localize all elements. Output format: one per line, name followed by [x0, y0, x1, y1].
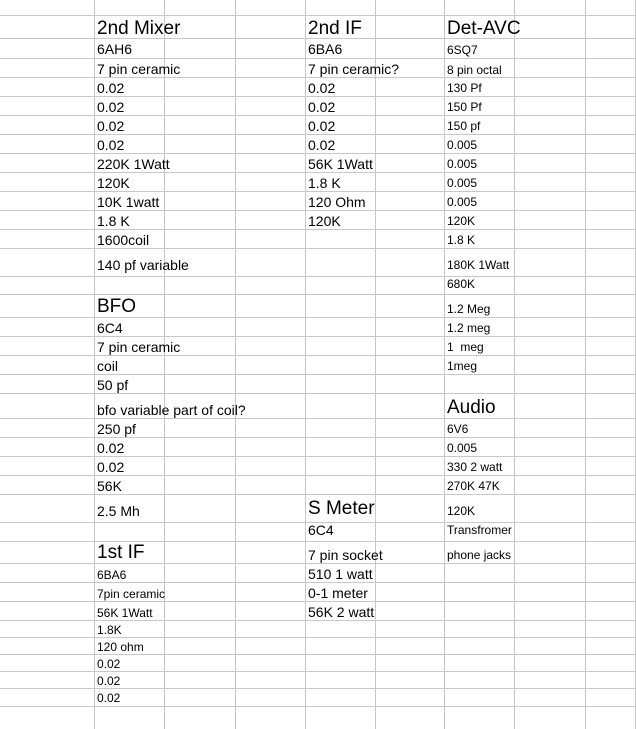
bfo-item[interactable]: 0.02: [97, 459, 125, 475]
audio-item[interactable]: 330 2 watt: [447, 460, 503, 474]
second-if-item[interactable]: 6BA6: [308, 41, 343, 57]
header-det-avc[interactable]: Det-AVC: [447, 18, 521, 39]
det-avc-item[interactable]: 1meg: [447, 359, 478, 373]
first-if-item[interactable]: 56K 1Watt: [97, 606, 153, 620]
s-meter-item[interactable]: 7 pin socket: [308, 547, 383, 563]
first-if-item[interactable]: 0.02: [97, 674, 121, 688]
first-if-item[interactable]: 0.02: [97, 691, 121, 705]
det-avc-item[interactable]: 120K: [447, 214, 476, 228]
audio-item[interactable]: 0.005: [447, 441, 478, 455]
det-avc-item[interactable]: 130 Pf: [447, 81, 482, 95]
audio-item[interactable]: Transfromer: [447, 523, 512, 537]
s-meter-item[interactable]: 510 1 watt: [308, 566, 373, 582]
audio-item[interactable]: 6V6: [447, 422, 469, 436]
det-avc-item[interactable]: 0.005: [447, 176, 478, 190]
det-avc-item[interactable]: 8 pin octal: [447, 63, 502, 77]
second-if-item[interactable]: 0.02: [308, 137, 336, 153]
second-if-item[interactable]: 0.02: [308, 80, 336, 96]
second-if-item[interactable]: 120 Ohm: [308, 194, 366, 210]
bfo-item[interactable]: 56K: [97, 478, 122, 494]
s-meter-item[interactable]: 0-1 meter: [308, 585, 368, 601]
header-2nd-if[interactable]: 2nd IF: [308, 18, 362, 39]
bfo-item[interactable]: 50 pf: [97, 377, 129, 393]
bfo-item[interactable]: coil: [97, 358, 119, 374]
audio-item[interactable]: 270K 47K: [447, 479, 500, 493]
mixer-item[interactable]: 0.02: [97, 137, 125, 153]
det-avc-item[interactable]: 6SQ7: [447, 43, 478, 57]
mixer-item[interactable]: 1.8 K: [97, 213, 130, 229]
header-audio[interactable]: Audio: [447, 397, 496, 418]
bfo-item[interactable]: bfo variable part of coil?: [97, 402, 246, 418]
mixer-item[interactable]: 140 pf variable: [97, 257, 189, 273]
audio-item[interactable]: 120K: [447, 504, 476, 518]
first-if-item[interactable]: 1.8K: [97, 623, 122, 637]
det-avc-item[interactable]: 150 Pf: [447, 100, 482, 114]
second-if-item[interactable]: 0.02: [308, 99, 336, 115]
bfo-item[interactable]: 250 pf: [97, 421, 136, 437]
det-avc-item[interactable]: 180K 1Watt: [447, 258, 510, 272]
bfo-item[interactable]: 6C4: [97, 320, 123, 336]
bfo-item[interactable]: 2.5 Mh: [97, 503, 140, 519]
mixer-item[interactable]: 6AH6: [97, 41, 133, 57]
mixer-item[interactable]: 220K 1Watt: [97, 156, 170, 172]
first-if-item[interactable]: 120 ohm: [97, 640, 144, 654]
det-avc-item[interactable]: 0.005: [447, 195, 478, 209]
first-if-item[interactable]: 0.02: [97, 657, 121, 671]
second-if-item[interactable]: 7 pin ceramic?: [308, 61, 400, 77]
audio-item[interactable]: phone jacks: [447, 548, 512, 562]
mixer-item[interactable]: 1600coil: [97, 232, 150, 248]
mixer-item[interactable]: 0.02: [97, 118, 125, 134]
det-avc-item[interactable]: 0.005: [447, 157, 478, 171]
s-meter-item[interactable]: 6C4: [308, 522, 334, 538]
mixer-item[interactable]: 0.02: [97, 80, 125, 96]
header-2nd-mixer[interactable]: 2nd Mixer: [97, 18, 181, 39]
bfo-item[interactable]: 7 pin ceramic: [97, 339, 181, 355]
det-avc-item[interactable]: 1.2 Meg: [447, 302, 491, 316]
det-avc-item[interactable]: 0.005: [447, 138, 478, 152]
header-1st-if[interactable]: 1st IF: [97, 542, 145, 563]
second-if-item[interactable]: 56K 1Watt: [308, 156, 373, 172]
first-if-item[interactable]: 7pin ceramic: [97, 587, 166, 601]
det-avc-item[interactable]: 680K: [447, 277, 476, 291]
s-meter-item[interactable]: 56K 2 watt: [308, 604, 375, 620]
second-if-item[interactable]: 1.8 K: [308, 175, 341, 191]
det-avc-item[interactable]: 1 meg: [447, 340, 484, 354]
second-if-item[interactable]: 0.02: [308, 118, 336, 134]
mixer-item[interactable]: 10K 1watt: [97, 194, 160, 210]
mixer-item[interactable]: 120K: [97, 175, 130, 191]
header-s-meter[interactable]: S Meter: [308, 498, 375, 519]
mixer-item[interactable]: 7 pin ceramic: [97, 61, 181, 77]
det-avc-item[interactable]: 1.8 K: [447, 233, 476, 247]
mixer-item[interactable]: 0.02: [97, 99, 125, 115]
det-avc-item[interactable]: 150 pf: [447, 119, 481, 133]
bfo-item[interactable]: 0.02: [97, 440, 125, 456]
second-if-item[interactable]: 120K: [308, 213, 341, 229]
first-if-item[interactable]: 6BA6: [97, 568, 127, 582]
det-avc-item[interactable]: 1.2 meg: [447, 321, 491, 335]
header-bfo[interactable]: BFO: [97, 296, 137, 317]
